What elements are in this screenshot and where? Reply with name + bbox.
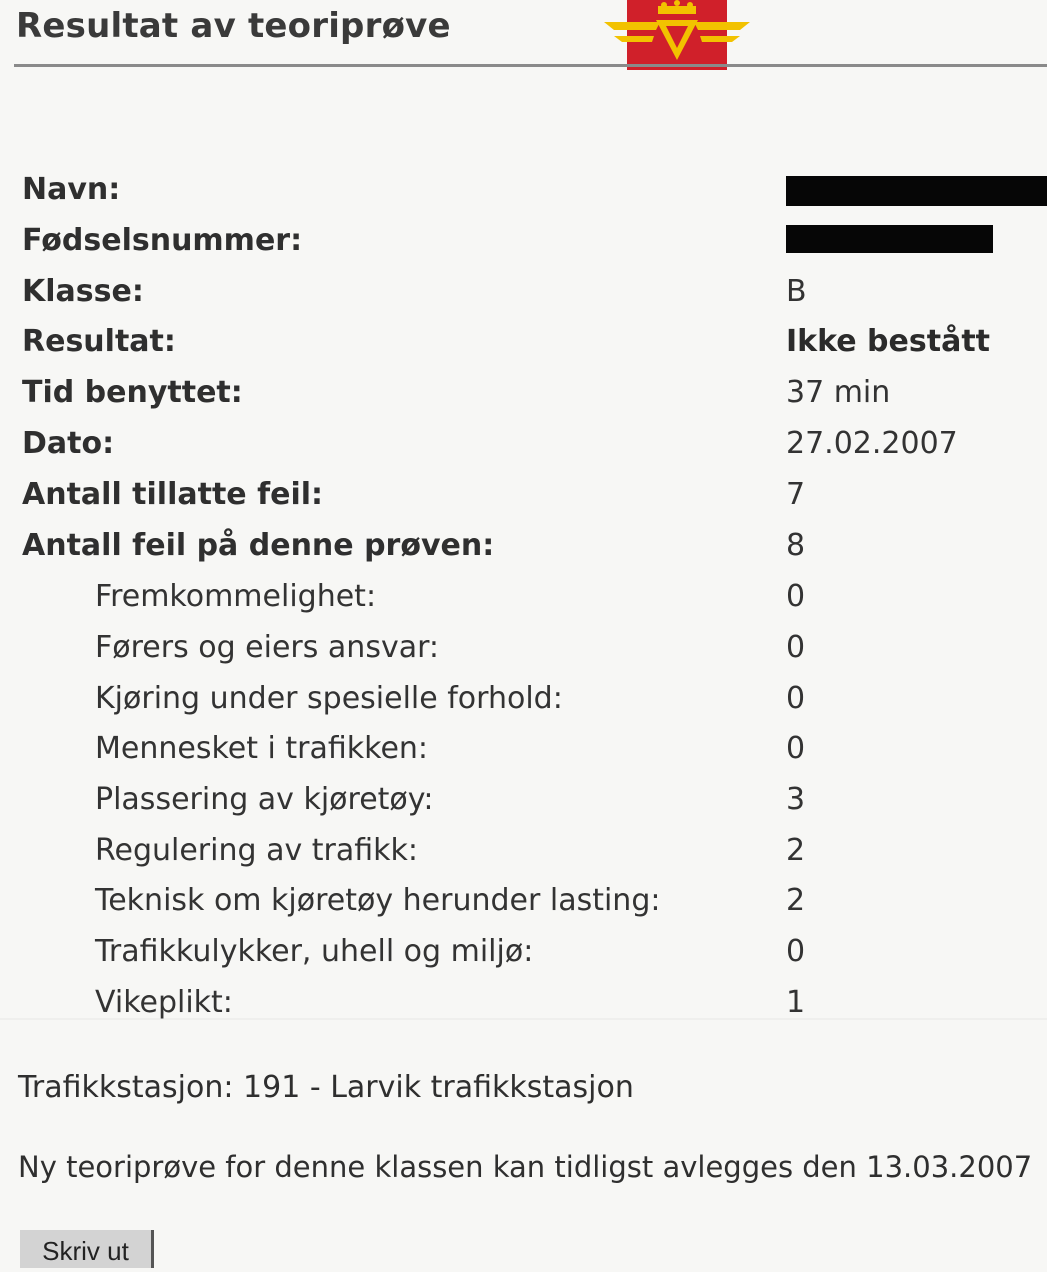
category-value: 0 bbox=[786, 934, 806, 969]
category-label: Vikeplikt: bbox=[95, 985, 233, 1020]
page-title: Resultat av teoriprøve bbox=[16, 6, 451, 46]
category-label: Kjøring under spesielle forhold: bbox=[95, 681, 563, 716]
redacted-name bbox=[786, 176, 1047, 206]
category-row bbox=[0, 681, 1047, 731]
field-value: 7 bbox=[786, 477, 806, 512]
paper-fold bbox=[0, 1018, 1047, 1020]
field-label: Antall feil på denne prøven: bbox=[22, 528, 495, 563]
field-row-date bbox=[0, 426, 1047, 476]
result-value: Ikke bestått bbox=[786, 324, 990, 359]
field-label: Dato: bbox=[22, 426, 115, 461]
category-row bbox=[0, 883, 1047, 933]
station-text: Trafikkstasjon: 191 - Larvik trafikkstasjon bbox=[18, 1070, 634, 1105]
category-label: Fremkommelighet: bbox=[95, 579, 377, 614]
field-label: Navn: bbox=[22, 172, 121, 207]
category-value: 2 bbox=[786, 883, 806, 918]
field-value: 8 bbox=[786, 528, 806, 563]
category-row bbox=[0, 630, 1047, 680]
category-label: Plassering av kjøretøy: bbox=[95, 782, 434, 817]
category-label: Mennesket i trafikken: bbox=[95, 731, 429, 766]
category-row bbox=[0, 833, 1047, 883]
field-value: 37 min bbox=[786, 375, 891, 410]
field-label: Tid benyttet: bbox=[22, 375, 243, 410]
category-row bbox=[0, 985, 1047, 1035]
category-row bbox=[0, 579, 1047, 629]
category-label: Teknisk om kjøretøy herunder lasting: bbox=[95, 883, 661, 918]
category-label: Trafikkulykker, uhell og miljø: bbox=[95, 934, 534, 969]
field-row-allowed-errors bbox=[0, 477, 1047, 527]
field-label: Antall tillatte feil: bbox=[22, 477, 324, 512]
category-value: 3 bbox=[786, 782, 806, 817]
field-label: Fødselsnummer: bbox=[22, 223, 303, 258]
category-label: Førers og eiers ansvar: bbox=[95, 630, 440, 665]
field-row-errors bbox=[0, 528, 1047, 578]
category-value: 0 bbox=[786, 630, 806, 665]
field-label: Klasse: bbox=[22, 274, 144, 309]
category-value: 1 bbox=[786, 985, 806, 1020]
field-row-class bbox=[0, 274, 1047, 324]
category-value: 0 bbox=[786, 681, 806, 716]
field-row-time bbox=[0, 375, 1047, 425]
field-row-birthnumber bbox=[0, 223, 1047, 273]
print-button[interactable]: Skriv ut bbox=[20, 1230, 154, 1268]
field-value: B bbox=[786, 274, 807, 309]
category-value: 2 bbox=[786, 833, 806, 868]
field-row-result bbox=[0, 324, 1047, 374]
redacted-birthnumber bbox=[786, 225, 993, 253]
field-row-name bbox=[0, 172, 1047, 222]
field-value: 27.02.2007 bbox=[786, 426, 958, 461]
category-value: 0 bbox=[786, 731, 806, 766]
field-label: Resultat: bbox=[22, 324, 176, 359]
category-row bbox=[0, 731, 1047, 781]
category-row bbox=[0, 782, 1047, 832]
category-row bbox=[0, 934, 1047, 984]
retake-date-text: Ny teoriprøve for denne klassen kan tidligst avlegges den 13.03.2007 bbox=[18, 1150, 1033, 1184]
statens-vegvesen-crest-icon bbox=[600, 0, 754, 70]
header-divider bbox=[14, 64, 1047, 67]
category-value: 0 bbox=[786, 579, 806, 614]
category-label: Regulering av trafikk: bbox=[95, 833, 418, 868]
